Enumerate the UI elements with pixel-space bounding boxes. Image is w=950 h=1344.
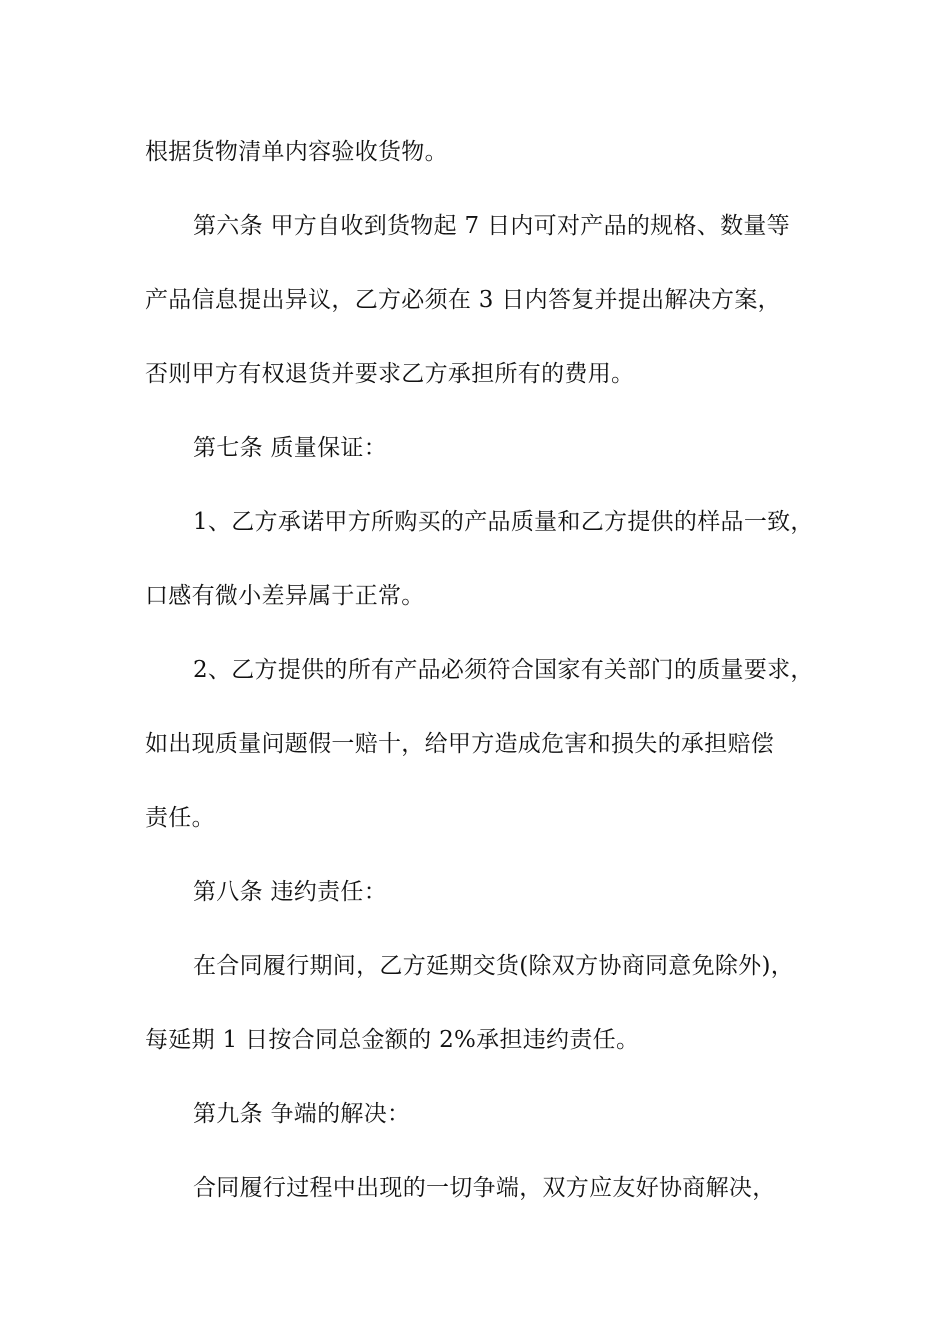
clause-1-line: 1、乙方承诺甲方所购买的产品质量和乙方提供的样品一致， xyxy=(193,509,814,535)
text-line: 合同履行过程中出现的一切争端，双方应友好协商解决， xyxy=(193,1175,776,1201)
text-line: 责任。 xyxy=(145,805,215,831)
article-6-heading-line: 第六条 甲方自收到货物起 7 日内可对产品的规格、数量等 xyxy=(193,213,790,239)
text-line: 产品信息提出异议，乙方必须在 3 日内答复并提出解决方案， xyxy=(145,287,781,313)
text-line: 口感有微小差异属于正常。 xyxy=(145,583,425,609)
article-9-heading: 第九条 争端的解决： xyxy=(193,1101,411,1127)
article-7-heading: 第七条 质量保证： xyxy=(193,435,388,461)
text-line: 每延期 1 日按合同总金额的 2%承担违约责任。 xyxy=(145,1027,640,1053)
text-line: 在合同履行期间，乙方延期交货(除双方协商同意免除外)， xyxy=(193,953,795,979)
text-line: 如出现质量问题假一赔十，给甲方造成危害和损失的承担赔偿 xyxy=(145,731,775,757)
article-8-heading: 第八条 违约责任： xyxy=(193,879,388,905)
clause-2-line: 2、乙方提供的所有产品必须符合国家有关部门的质量要求， xyxy=(193,657,814,683)
text-line: 根据货物清单内容验收货物。 xyxy=(145,139,448,165)
text-line: 否则甲方有权退货并要求乙方承担所有的费用。 xyxy=(145,361,635,387)
